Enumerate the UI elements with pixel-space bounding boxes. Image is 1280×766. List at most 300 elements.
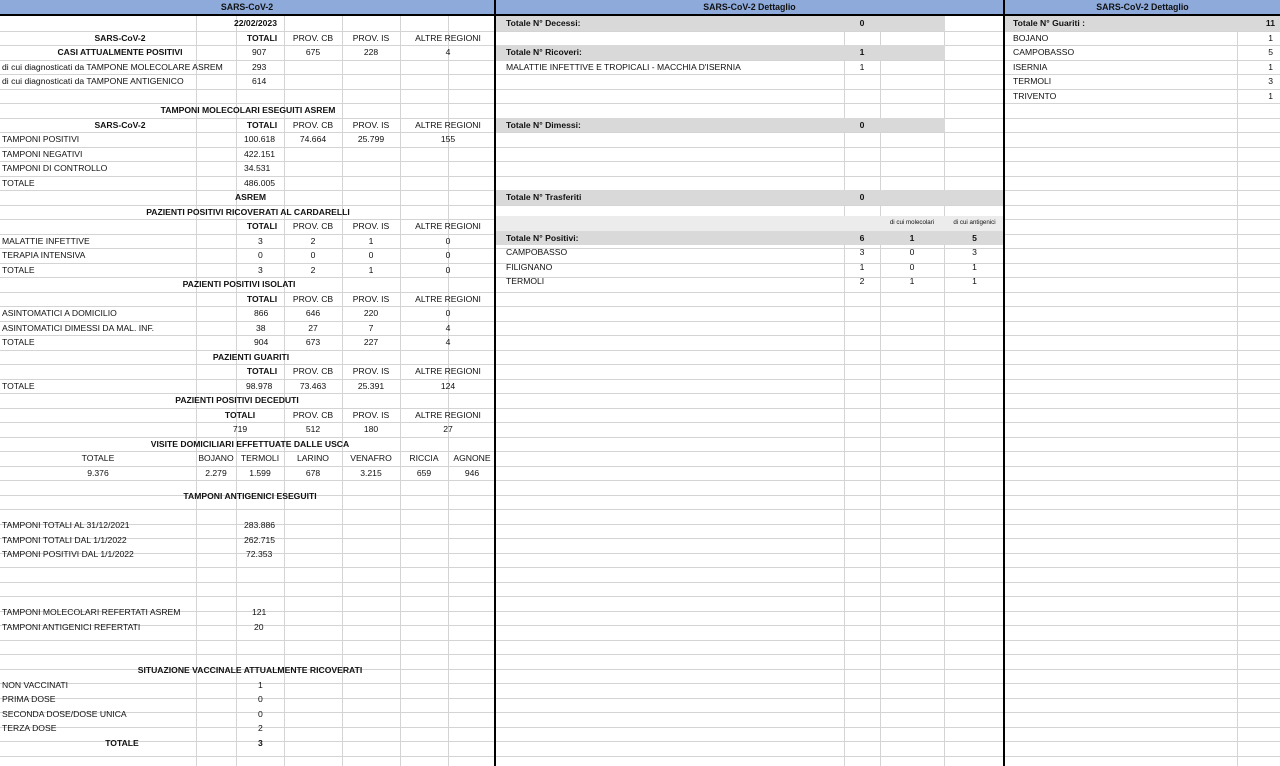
row-gridline	[1005, 741, 1280, 742]
decessi-row	[496, 16, 945, 31]
section-title-row	[0, 205, 494, 220]
section-title: TAMPONI MOLECOLARI ESEGUITI ASREM	[160, 105, 336, 115]
row-gridline	[0, 480, 494, 481]
row-label: TOTALE	[105, 737, 139, 748]
guariti-header-row	[0, 364, 494, 379]
table-row	[0, 466, 494, 481]
cell-value: 1	[1268, 61, 1273, 72]
row-gridline	[1005, 596, 1280, 597]
cell-value: 3	[859, 247, 865, 257]
section-title: SITUAZIONE VACCINALE ATTUALMENTE RICOVERATI	[137, 665, 363, 675]
row-gridline	[496, 103, 1003, 104]
row-gridline	[496, 321, 1003, 322]
row-gridline	[496, 698, 1003, 699]
col-header: ALTRE REGIONI	[415, 221, 481, 231]
row-gridline	[0, 582, 494, 583]
cell-value: 0	[258, 694, 263, 704]
section-title-row	[0, 350, 494, 365]
row-gridline	[496, 756, 1003, 757]
cell-value: 283.886	[244, 520, 276, 530]
row-gridline	[1005, 524, 1280, 525]
positivi-subheader-row	[496, 216, 1003, 231]
row-label: ASINTOMATICI DIMESSI DA MAL. INF.	[2, 322, 155, 333]
row-gridline	[496, 89, 1003, 90]
section-title-row	[0, 489, 494, 504]
row-gridline	[496, 495, 1003, 496]
cell-value: 5	[1268, 47, 1273, 57]
col-header: PROV. IS	[352, 32, 390, 43]
row-gridline	[1005, 582, 1280, 583]
cell-value: 121	[252, 607, 267, 617]
row-gridline	[496, 466, 1003, 467]
deceduti-header-row	[0, 408, 494, 423]
row-gridline	[1005, 161, 1280, 162]
row-gridline	[496, 408, 1003, 409]
col-header: PROV. IS	[352, 409, 390, 420]
row-label: Totale N° Ricoveri:	[506, 47, 582, 57]
table-row	[1005, 89, 1280, 104]
table-row	[496, 60, 1003, 75]
col-header: TOTALI	[224, 409, 256, 420]
section-title-row	[0, 103, 494, 118]
table-row	[1005, 74, 1280, 89]
col-header: PROV. IS	[352, 366, 390, 376]
row-gridline	[1005, 248, 1280, 249]
row-label: TOTALE	[2, 264, 35, 275]
row-gridline	[1005, 393, 1280, 394]
row-label: Totale N° Dimessi:	[506, 119, 581, 130]
row-gridline	[1005, 727, 1280, 728]
column-gridline	[1237, 16, 1238, 766]
cell-value: 1	[909, 232, 915, 243]
row-gridline	[1005, 277, 1280, 278]
row-gridline	[1005, 654, 1280, 655]
row-label: Totale N° Positivi:	[506, 232, 579, 243]
molecolare-row	[0, 60, 494, 75]
row-gridline	[1005, 176, 1280, 177]
row-gridline	[1005, 538, 1280, 539]
table-row	[0, 547, 494, 562]
col-header: ALTRE REGIONI	[415, 366, 481, 376]
cell-value: 4	[445, 322, 451, 333]
row-gridline	[0, 567, 494, 568]
ricoverati-header-row	[0, 219, 494, 234]
cell-value: 646	[305, 308, 321, 318]
row-gridline	[496, 741, 1003, 742]
row-gridline	[496, 335, 1003, 336]
row-gridline	[0, 596, 494, 597]
row-label: BOJANO	[1013, 32, 1049, 43]
row-gridline	[1005, 640, 1280, 641]
col-header: TOTALE	[81, 453, 115, 463]
cell-value: 27	[308, 322, 318, 333]
row-gridline	[496, 524, 1003, 525]
cell-value: 3	[1268, 76, 1273, 86]
table-row	[0, 147, 494, 162]
cell-value: 0	[258, 708, 263, 719]
section-title: PAZIENTI POSITIVI ISOLATI	[182, 279, 296, 289]
row-gridline	[1005, 321, 1280, 322]
cell-value: 155	[440, 134, 456, 144]
cell-value: 0	[859, 119, 865, 130]
row-gridline	[496, 654, 1003, 655]
cell-value: 0	[859, 192, 865, 202]
row-gridline	[496, 393, 1003, 394]
section-title-row	[0, 437, 494, 452]
row-gridline	[1005, 451, 1280, 452]
guariti-detail-panel	[1005, 0, 1280, 766]
row-gridline	[496, 669, 1003, 670]
col-header: TOTALI	[246, 32, 278, 43]
row-gridline	[1005, 698, 1280, 699]
row-gridline	[0, 640, 494, 641]
cell-value: 1	[909, 276, 915, 286]
covid-summary-panel	[0, 0, 496, 766]
cell-value: 25.391	[357, 380, 385, 391]
row-gridline	[1005, 147, 1280, 148]
row-label: CAMPOBASSO	[506, 247, 568, 257]
row-gridline	[496, 31, 1003, 32]
cell-value: 614	[252, 76, 267, 86]
row-label: TAMPONI ANTIGENICI REFERTATI	[2, 621, 141, 632]
usca-header-row	[0, 451, 494, 466]
cell-value: 2	[859, 276, 865, 286]
row-label: TAMPONI MOLECOLARI REFERTATI ASREM	[2, 607, 181, 617]
row-gridline	[1005, 466, 1280, 467]
cell-value: 486.005	[244, 177, 276, 188]
section-title: PAZIENTI GUARITI	[212, 351, 290, 362]
section-title: PAZIENTI POSITIVI DECEDUTI	[175, 395, 299, 405]
cell-value: 293	[252, 61, 267, 72]
tamponi-header-row	[0, 118, 494, 133]
col-header: PROV. CB	[292, 221, 334, 231]
row-gridline	[496, 727, 1003, 728]
col-header: ALTRE REGIONI	[415, 119, 481, 130]
cell-value: 946	[464, 467, 480, 478]
row-gridline	[496, 451, 1003, 452]
table-row	[0, 248, 494, 263]
table-title: SARS-CoV-2	[94, 119, 146, 130]
row-label: TOTALE	[2, 177, 35, 188]
table-row	[1005, 31, 1280, 46]
cell-value: 220	[363, 308, 379, 318]
row-gridline	[1005, 611, 1280, 612]
section-title-row	[0, 190, 494, 205]
cell-value: 74.664	[299, 134, 327, 144]
cell-value: 904	[254, 337, 269, 347]
cell-value: 0	[368, 250, 374, 260]
table-row	[0, 605, 494, 620]
cell-value: 124	[440, 380, 456, 391]
col-header: TOTALI	[246, 293, 278, 304]
row-gridline	[1005, 190, 1280, 191]
cell-value: 1	[368, 235, 374, 246]
row-label: TAMPONI DI CONTROLLO	[2, 163, 108, 173]
cell-value: 1	[1268, 90, 1273, 101]
row-label: TRIVENTO	[1013, 90, 1057, 101]
cell-value: 0	[909, 261, 915, 272]
row-label: PRIMA DOSE	[2, 694, 56, 704]
cell-value: 180	[363, 424, 379, 434]
isolati-header-row	[0, 292, 494, 307]
row-label: MALATTIE INFETTIVE E TROPICALI - MACCHIA D'ISERNIA	[506, 61, 741, 72]
row-gridline	[496, 567, 1003, 568]
cell-value: 3	[258, 737, 263, 748]
table-row	[1005, 60, 1280, 75]
row-label: TAMPONI TOTALI DAL 1/1/2022	[2, 534, 127, 545]
cell-value: 907	[252, 47, 267, 57]
cell-value: 1	[258, 679, 263, 690]
cell-value: 98.978	[246, 380, 273, 391]
col-header: PROV. IS	[352, 293, 390, 304]
cell-value: 38	[256, 322, 266, 333]
table-row	[0, 678, 494, 693]
section-title: TAMPONI ANTIGENICI ESEGUITI	[183, 491, 317, 501]
cell-value: 3	[258, 264, 263, 275]
col-header: ALTRE REGIONI	[415, 409, 481, 420]
table-row	[0, 422, 494, 437]
row-gridline	[496, 306, 1003, 307]
cell-value: 1	[859, 47, 865, 57]
table-row	[1005, 45, 1280, 60]
cell-value: 262.715	[244, 534, 276, 545]
cell-value: 227	[363, 337, 379, 347]
row-label: ISERNIA	[1013, 61, 1048, 72]
cell-value: 673	[305, 337, 321, 347]
col-header: RICCIA	[409, 453, 439, 463]
row-gridline	[1005, 553, 1280, 554]
cell-value: 0	[909, 247, 915, 257]
date-row	[0, 16, 494, 31]
cell-value: 1	[1268, 32, 1273, 43]
row-gridline	[0, 89, 494, 90]
row-gridline	[496, 712, 1003, 713]
row-label: Totale N° Guariti :	[1013, 18, 1086, 28]
table-row	[0, 518, 494, 533]
row-label: TAMPONI NEGATIVI	[2, 148, 83, 159]
cell-value: 1	[972, 276, 977, 286]
row-label: FILIGNANO	[506, 261, 553, 272]
row-gridline	[496, 379, 1003, 380]
row-gridline	[1005, 205, 1280, 206]
row-gridline	[1005, 408, 1280, 409]
row-gridline	[0, 509, 494, 510]
cell-value: 678	[305, 467, 321, 478]
cell-value: 719	[232, 424, 248, 434]
col-header: di cui molecolari	[889, 219, 935, 226]
cell-value: 1	[972, 261, 977, 272]
table-row	[0, 692, 494, 707]
row-label: TAMPONI POSITIVI	[2, 134, 80, 144]
panel-header: SARS-CoV-2 Dettaglio	[1005, 0, 1280, 16]
row-gridline	[1005, 292, 1280, 293]
table-row	[0, 379, 494, 394]
table-row	[0, 306, 494, 321]
cell-value: 73.463	[299, 380, 327, 391]
col-header: PROV. IS	[352, 221, 390, 231]
cell-value: 0	[310, 250, 316, 260]
cell-value: 2	[310, 264, 316, 275]
positivi-row	[0, 45, 494, 60]
col-header: TOTALI	[246, 366, 278, 376]
panel-header: SARS-CoV-2 Dettaglio	[496, 0, 1003, 16]
row-gridline	[1005, 118, 1280, 119]
table-row	[0, 263, 494, 278]
cell-value: 1	[859, 61, 865, 72]
row-gridline	[496, 625, 1003, 626]
cell-value: 72.353	[246, 549, 273, 559]
col-header: ALTRE REGIONI	[415, 293, 481, 304]
row-gridline	[1005, 132, 1280, 133]
row-gridline	[1005, 480, 1280, 481]
row-label: TERMOLI	[1013, 76, 1052, 86]
row-gridline	[496, 596, 1003, 597]
col-header: AGNONE	[453, 453, 491, 463]
antigenico-row	[0, 74, 494, 89]
section-title: PAZIENTI POSITIVI RICOVERATI AL CARDARELLI	[146, 206, 350, 217]
cell-value: 3	[258, 235, 263, 246]
report-date: 22/02/2023	[233, 18, 277, 28]
table-row	[496, 260, 1003, 275]
col-header: TERMOLI	[240, 453, 280, 463]
row-gridline	[1005, 103, 1280, 104]
cell-value: 0	[258, 250, 263, 260]
cell-value: 2	[310, 235, 316, 246]
table-row	[0, 321, 494, 336]
dimessi-row	[496, 118, 945, 133]
cell-value: 100.618	[244, 134, 276, 144]
ricoveri-row	[496, 45, 945, 60]
row-gridline	[496, 176, 1003, 177]
row-label: Totale N° Trasferiti	[506, 192, 582, 202]
col-header: ALTRE REGIONI	[415, 32, 481, 43]
section-title: ASREM	[234, 192, 266, 202]
cell-value: 228	[363, 47, 379, 57]
row-label: MALATTIE INFETTIVE	[2, 235, 90, 246]
row-gridline	[496, 509, 1003, 510]
row-label: NON VACCINATI	[2, 679, 69, 690]
section-title: VISITE DOMICILIARI EFFETTUATE DALLE USCA	[150, 438, 350, 449]
row-label: TOTALE	[2, 380, 35, 391]
row-label: TERZA DOSE	[2, 723, 57, 733]
row-gridline	[496, 350, 1003, 351]
row-gridline	[496, 538, 1003, 539]
col-header: PROV. CB	[292, 366, 334, 376]
cell-value: 1	[859, 261, 865, 272]
cell-value: 0	[445, 264, 451, 275]
cell-value: 25.799	[357, 134, 385, 144]
row-gridline	[496, 147, 1003, 148]
row-gridline	[496, 161, 1003, 162]
col-header: PROV. CB	[292, 409, 334, 420]
table-row	[0, 161, 494, 176]
row-gridline	[1005, 234, 1280, 235]
cell-value: 659	[416, 467, 432, 478]
summary-header-row	[0, 31, 494, 46]
table-row	[0, 533, 494, 548]
cell-value: 6	[859, 232, 865, 243]
cell-value: 0	[445, 235, 451, 246]
row-gridline	[496, 422, 1003, 423]
cell-value: 0	[859, 18, 865, 28]
cell-value: 27	[443, 424, 453, 434]
col-header: PROV. IS	[352, 119, 390, 130]
row-gridline	[1005, 712, 1280, 713]
row-label: TAMPONI TOTALI AL 31/12/2021	[2, 520, 130, 530]
row-gridline	[1005, 422, 1280, 423]
row-gridline	[496, 74, 1003, 75]
cell-value: 0	[445, 250, 451, 260]
section-title-row	[0, 663, 494, 678]
cell-value: 4	[445, 47, 451, 57]
row-gridline	[496, 611, 1003, 612]
total-row	[0, 736, 494, 751]
row-label: CAMPOBASSO	[1013, 47, 1075, 57]
cell-value: 7	[368, 322, 374, 333]
col-header: LARINO	[297, 453, 329, 463]
cell-value: 2.279	[205, 467, 227, 478]
cell-value: 0	[445, 308, 451, 318]
row-gridline	[0, 654, 494, 655]
row-gridline	[1005, 219, 1280, 220]
row-gridline	[1005, 756, 1280, 757]
section-title-row	[0, 277, 494, 292]
row-gridline	[496, 582, 1003, 583]
row-gridline	[496, 205, 1003, 206]
guariti-total-row	[1005, 16, 1280, 31]
cell-value: 512	[305, 424, 321, 434]
cell-value: 4	[445, 337, 451, 347]
col-header: VENAFRO	[350, 453, 392, 463]
row-gridline	[496, 292, 1003, 293]
cell-value: 1	[368, 264, 374, 275]
row-label: TERAPIA INTENSIVA	[2, 250, 86, 260]
cell-value: 675	[305, 47, 321, 57]
row-gridline	[1005, 263, 1280, 264]
row-gridline	[496, 132, 1003, 133]
col-header: PROV. CB	[292, 32, 334, 43]
row-gridline	[1005, 495, 1280, 496]
covid-detail-panel	[496, 0, 1005, 766]
section-title-row	[0, 393, 494, 408]
table-row	[0, 721, 494, 736]
cell-value: 422.151	[244, 148, 276, 159]
row-label: Totale N° Decessi:	[506, 18, 581, 28]
col-header: TOTALI	[246, 221, 278, 231]
table-title: SARS-CoV-2	[94, 32, 146, 43]
row-gridline	[1005, 669, 1280, 670]
row-label: TAMPONI POSITIVI DAL 1/1/2022	[2, 549, 134, 559]
row-gridline	[1005, 306, 1280, 307]
cell-value: 2	[258, 723, 263, 733]
cell-value: 5	[972, 232, 977, 243]
row-gridline	[1005, 509, 1280, 510]
table-row	[0, 234, 494, 249]
row-label: TERMOLI	[506, 276, 545, 286]
panel-header: SARS-CoV-2	[0, 0, 494, 16]
positivi-row	[496, 231, 1003, 246]
row-label: ASINTOMATICI A DOMICILIO	[2, 308, 117, 318]
cell-value: 866	[254, 308, 269, 318]
cell-value: 3	[972, 247, 977, 257]
row-gridline	[1005, 567, 1280, 568]
table-row	[0, 707, 494, 722]
row-label: CASI ATTUALMENTE POSITIVI	[57, 47, 183, 57]
row-gridline	[496, 553, 1003, 554]
cell-value: 1.599	[249, 467, 271, 478]
row-gridline	[1005, 350, 1280, 351]
row-label: di cui diagnosticati da TAMPONE MOLECOLARE ASREM	[2, 61, 223, 72]
